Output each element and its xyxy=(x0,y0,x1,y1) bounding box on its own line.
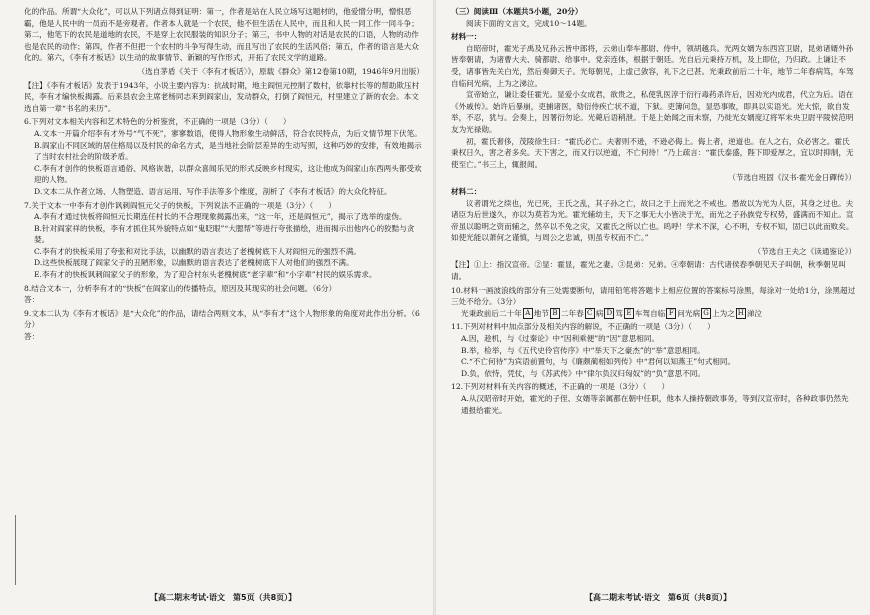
page-fold xyxy=(433,0,436,615)
section-instruction: 阅读下面的文言文，完成10～14题。 xyxy=(466,18,592,28)
q6-option-c: C.李有才创作的快板语言通俗、风格诙谐，以群众喜闻乐见的形式反映乡村现实，这让他成为阎家山东西两头都受欢迎的人物。 xyxy=(34,163,422,185)
annotation-note: 【注】①上：指汉宣帝。②显：霍显，霍光之妻。③昆弟：兄弟。④奉朝请：古代诸侯春季朝见天子叫朝，秋季朝见叫请。 xyxy=(451,260,846,282)
material-2-para: 议者谓光之续也，光已死，王氏之乱，其子孙之亡，故曰之于上而光之不戒也。愚故以为光为人臣，其身之过也。夫诸臣为后世遂久，亦以为莫若为光。霍光辅幼主，天下之事无大小皆决于光，而光之子孙族党专权势，盛满而不知止。宣帝虽以聪明之资而辅之，然卒以不免之灾，又霍氏之所以亡也。呜呼！学术不深，心不明，专权不知，固已以此而败矣。如使光能以萧何之谨慎，与周公之忠诚，则虽专权而不亡。” xyxy=(451,198,854,243)
material-1-label: 材料一： xyxy=(451,32,482,42)
text-paragraph: 化的作品。所谓“大众化”，可以从下列诸点得到证明：第一，作者是站在人民立场写这题材的，他爱憎分明，憎恨恶霸，他是人民中的一员而不是旁观者。作者本人就是一个农民，他不但生活在人民中，而且和人民一同工作一同斗争；第二，他笔下的农民是道地的农民，不是穿上农民服装的知识分子；第三，书中人物的对话是农民的口语，人物的动作也是农民的动作；第四，作者不但把一个农村的斗争写得生动，而且写出了农民的生活风俗；第五，作者的语言是大众化的。第六，《李有才板话》以生动的故事情节、新颖的写作形式，开拓了农民文学的道路。 xyxy=(24,7,419,63)
break-box-h[interactable]: H xyxy=(737,309,744,318)
material-1-source: （节选自班固《汉书·霍光金日磾传》） xyxy=(728,173,856,183)
break-box-a[interactable]: A xyxy=(523,308,533,319)
q7-option-a: A.李有才通过快板将阎恒元长期连任村长的不合理现象揭露出来，“这一年，还是阎恒元”，揭示了选举的虚伪。 xyxy=(34,212,407,222)
question-7-stem: 7.关于文本一中李有才创作讽刺阎恒元父子的快板，下列说法不正确的一项是（3分）（ ） xyxy=(24,200,337,210)
material-2-label: 材料二： xyxy=(451,186,482,196)
q11-option-a: A.因，趁机，与《过秦论》中“因利乘便”的“因”意思相同。 xyxy=(461,334,660,344)
question-6-stem: 6.下列对文本相关内容和艺术特色的分析鉴赏，不正确的一项是（3分）（ ） xyxy=(24,117,291,127)
q12-option-a: A.从汉昭帝时开始，霍光的子侄、女婿等亲属都在朝中任职，他本人操持朝政事务，等到汉宣帝时，各种政事仍然先通报给霍光。 xyxy=(461,394,849,415)
question-11-stem: 11.下列对材料中加点部分及相关内容的解说，不正确的一项是（3分）（ ） xyxy=(451,322,715,332)
material-1-para: 初，霍氏奢侈，茂陵徐生曰：“霍氏必亡。夫奢则不逊，不逊必侮上。侮上者，逆道也。在人之右，众必害之。霍氏秉权日久，害之者多矣。天下害之，而又行以逆道，不亡何待！”乃上疏言：“霍氏泰盛，陛下即爱厚之，宜以时抑制，无使至亡。”书三上，辄报闻。 xyxy=(451,136,854,169)
break-box-d[interactable]: D xyxy=(604,308,614,319)
q6-option-d: D.文本二从作者立场、人物塑造、语言运用、写作手法等多个维度，剖析了《李有才板话》的大众化特征。 xyxy=(34,186,392,196)
answer-label-q9: 答： xyxy=(24,332,40,342)
question-8: 8.结合文本一，分析李有才的“快板”在阎家山的传播特点，原因及其现实的社会问题。（6分） xyxy=(24,283,337,293)
material-2-source: （节选自王夫之《读通鉴论》） xyxy=(753,246,856,256)
annotation-note: 【注】《李有才板话》发表于1943年，小说主要内容为：抗战时期，地主阎恒元控制了数村，依靠村长等的帮助欺压村民，李有才编快板揭露。后来县农会主席老杨同志来到阎家山，发动群众，打倒了阎恒元，村里建立了新的农会。本文选自第一章“书名的来历”。 xyxy=(24,80,420,113)
page-6 xyxy=(451,6,856,586)
answer-label-q8: 答： xyxy=(24,295,40,305)
q6-option-b: B.阎家山不同区域的居住格局以及村民的命名方式，是当地社会阶层差异的生动写照，这种巧妙的安排，有效地揭示了当时农村社会的阶级矛盾。 xyxy=(34,140,422,162)
page-6-footer: 【高二期末考试·语文 第6页（共8页）】 xyxy=(585,593,732,602)
break-box-b[interactable]: B xyxy=(550,308,560,319)
q11-option-d: D.负，依恃，凭仗，与《苏武传》中“律尔负汉归匈奴”的“负”意思不同。 xyxy=(461,368,705,378)
break-box-g[interactable]: G xyxy=(701,308,711,319)
question-10-stem: 10.材料一画波浪线的部分有三处需要断句，请用铅笔将答题卡上相应位置的答案标号涂黑，每涂对一处给1分，涂黑超过三处不给分。（3分） xyxy=(451,285,856,307)
source-citation: （选自茅盾《关于〈李有才板话〉》，原载《群众》第12卷第10期，1946年9月出版） xyxy=(137,66,424,76)
question-12-stem: 12.下列对材料有关内容的概述，不正确的一项是（3分）（ ） xyxy=(451,382,670,392)
question-9: 9.文本二认为《李有才板话》是“大众化”的作品，请结合两则文本，从“李有才”这个人物形象的角度对此作出分析。（6分） xyxy=(24,308,420,330)
break-box-f[interactable]: F xyxy=(666,308,676,319)
q11-option-b: B.举，检举，与《五代史伶官传序》中“举天下之豪杰”的“举”意思相同。 xyxy=(461,345,705,355)
q7-option-e: E.李有才的快板讽刺阎家父子的形象，为了迎合村东头老槐树底“老字辈”和“小字辈”村民的娱乐需求。 xyxy=(34,270,377,280)
break-box-c[interactable]: C xyxy=(585,308,595,319)
page-5-footer: 【高二期末考试·语文 第5页（共8页）】 xyxy=(150,593,297,602)
material-1-para: 宣帝始立，谦让委任霍光。显爱小女成君，欲贵之，私使乳医淳于衍行毒药杀许后，因劝光内成君，代立为后。语在《外戚传》。始许后暴崩，吏捕诸医，劾衍侍疾亡状不道，下狱。吏簿问急，显恐事败，即具以实语光。光大惊，欲自发举，不忍，犹与。会奏上，因署衍勿论。光薨后语稍泄。于是上始闻之而未察，乃徙光女婿度辽将军未央卫尉平陵侯范明友为光禄勋。 xyxy=(451,90,854,134)
q10-sentence: 光秉政前后二十年 A 地节 B 二年春 C 病 D 笃 E 车驾自临 F 问光病 G 上为之 H 涕泣 xyxy=(461,308,763,318)
page-5 xyxy=(24,6,424,586)
binding-line xyxy=(15,515,16,585)
material-1-para: 自昭帝时，霍光子禹及兄孙云皆中郎将，云弟山奉车都尉、侍中，领胡越兵。光两女婿为东西宫卫尉，昆弟诸婿外孙皆奉朝请，为诸曹大夫、骑都尉、给事中。党亲连体，根据于朝廷。光自后元秉持万机，及上即位，乃归政。上谦让不受，诸事皆先关白光，然后奏御天子。光每朝见，上虚己敛容，礼下之已甚。光秉政前后二十年，地节二年春病笃，车驾自临问光病，上为之涕泣。 xyxy=(451,43,854,88)
q7-option-b: B.针对阎家祥的快板，李有才抓住其外貌特点如“鬼眨眼”“大腮帮”等进行夸张描绘，进而揭示出他内心的狡黠与贪婪。 xyxy=(34,223,415,245)
q7-option-c: C.李有才的快板采用了夸张和对比手法，以幽默的语言表达了老槐树底下人对阎恒元的强烈不满。 xyxy=(34,246,361,256)
q11-option-c: C.“不亡何待”为宾语前置句，与《廉颇蔺相如列传》中“君何以知燕王”句式相同。 xyxy=(461,357,736,367)
break-box-e[interactable]: E xyxy=(624,308,634,319)
section-heading: （三）阅读Ⅲ（本题共5小题，20分） xyxy=(451,7,583,16)
q7-option-d: D.这些快板展现了阎家父子的丑陋形象，以幽默的语言表达了老槐树底下人对他们的强烈不满。 xyxy=(34,258,354,268)
q6-option-a: A.文本一开篇介绍李有才外号“气不死”，寥寥数语，使得人物形象生动鲜活，符合农民特点，为后文情节埋下伏笔。 xyxy=(34,128,422,138)
